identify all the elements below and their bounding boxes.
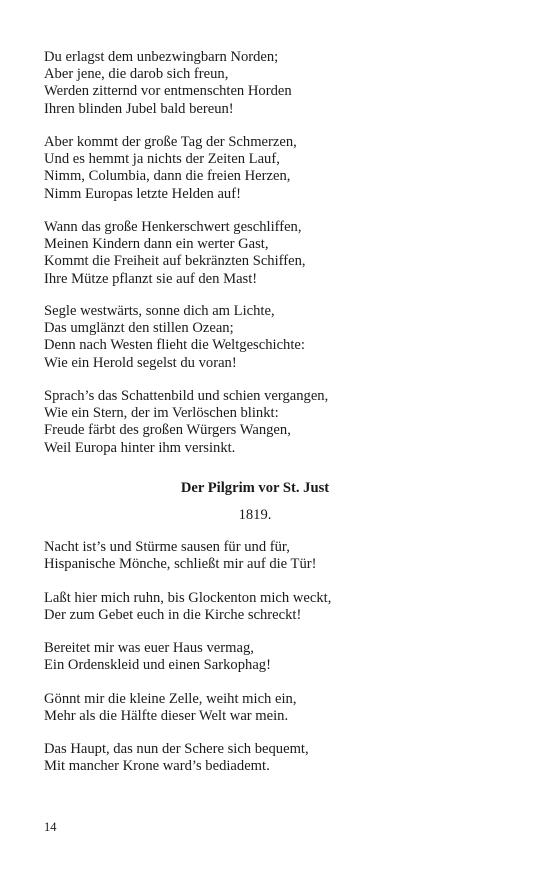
verse-line: Ihre Mütze pflanzt sie auf den Mast!	[44, 270, 258, 287]
verse-line: Ein Ordenskleid und einen Sarkophag!	[44, 657, 271, 674]
verse-line: Wann das große Henkerschwert geschliffen,	[44, 219, 302, 235]
verse-line: Das Haupt, das nun der Schere sich bequemt,	[44, 741, 309, 757]
stanza	[44, 134, 297, 203]
verse-line: Das umglänzt den stillen Ozean;	[44, 320, 234, 337]
verse-line: Aber kommt der große Tag der Schmerzen,	[44, 134, 297, 150]
verse-line: Mit mancher Krone ward’s bediademt.	[44, 758, 270, 775]
verse-line: Meinen Kindern dann ein werter Gast,	[44, 236, 269, 253]
verse-line: Mehr als die Hälfte dieser Welt war mein.	[44, 708, 289, 725]
verse-line: Der zum Gebet euch in die Kirche schreckt!	[44, 607, 302, 624]
stanza	[44, 691, 296, 725]
verse-line: Nacht ist’s und Stürme sausen für und für,	[44, 539, 290, 555]
verse-line: Und es hemmt ja nichts der Zeiten Lauf,	[44, 151, 280, 168]
stanza	[44, 303, 305, 372]
page-number: 14	[44, 820, 57, 834]
verse-line: Nimm Europas letzte Helden auf!	[44, 185, 241, 202]
poem-year: 1819.	[238, 507, 272, 523]
verse-line: Laßt hier mich ruhn, bis Glockenton mich weckt,	[44, 590, 332, 606]
verse-line: Aber jene, die darob sich freun,	[44, 66, 229, 83]
stanza	[44, 49, 292, 118]
poem-title: Der Pilgrim vor St. Just	[180, 480, 330, 496]
verse-line: Wie ein Stern, der im Verlöschen blinkt:	[44, 405, 279, 422]
verse-line: Freude färbt des großen Würgers Wangen,	[44, 422, 291, 439]
stanza	[44, 741, 309, 775]
verse-line: Nimm, Columbia, dann die freien Herzen,	[44, 168, 291, 185]
stanza	[44, 219, 306, 288]
verse-line: Gönnt mir die kleine Zelle, weiht mich ein,	[44, 691, 297, 707]
verse-line: Ihren blinden Jubel bald bereun!	[44, 100, 234, 117]
verse-line: Kommt die Freiheit auf bekränzten Schiffen,	[44, 253, 306, 270]
verse-line: Segle westwärts, sonne dich am Lichte,	[44, 303, 275, 319]
stanza	[44, 640, 271, 674]
verse-line: Bereitet mir was euer Haus vermag,	[44, 640, 254, 656]
verse-line: Weil Europa hinter ihm versinkt.	[44, 439, 236, 456]
stanza	[44, 388, 328, 457]
verse-line: Hispanische Mönche, schließt mir auf die Tür!	[44, 556, 317, 573]
verse-line: Wie ein Herold segelst du voran!	[44, 354, 237, 371]
verse-line: Denn nach Westen flieht die Weltgeschichte:	[44, 337, 305, 354]
verse-line: Du erlagst dem unbezwingbarn Norden;	[44, 49, 279, 65]
stanza	[44, 539, 316, 573]
stanza	[44, 590, 331, 624]
verse-line: Sprach’s das Schattenbild und schien vergangen,	[44, 388, 329, 404]
verse-line: Werden zitternd vor entmenschten Horden	[44, 83, 292, 100]
